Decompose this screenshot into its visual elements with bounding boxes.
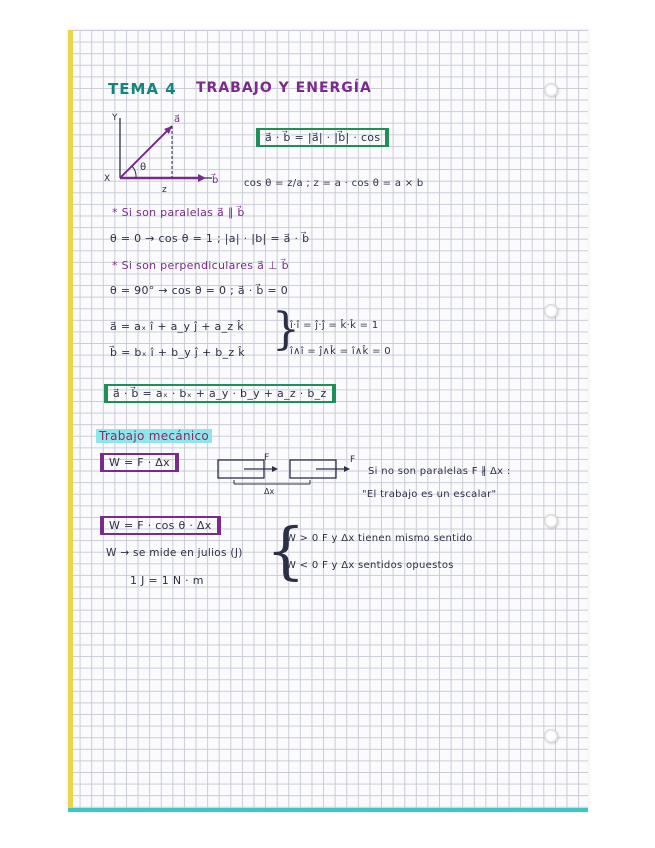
case-positive: W > 0 F y Δx tienen mismo sentido <box>286 533 473 544</box>
section-title: Trabajo mecánico <box>96 429 212 443</box>
work-formula-basic: W = F · Δx <box>100 453 179 472</box>
vector-a-label: a⃗ <box>174 114 181 125</box>
vector-b-label: b⃗ <box>212 175 219 186</box>
y-axis-label: Y <box>112 113 118 123</box>
case-negative: W < 0 F y Δx sentidos opuestos <box>286 560 454 571</box>
vector-a-components: a⃗ = aₓ î + a_y ĵ + a_z k̂ <box>110 320 244 333</box>
displacement-label: Δx <box>264 487 275 496</box>
x-axis-label: X <box>104 174 111 184</box>
cos-relation: cos θ = z/a ; z = a · cos θ = a × b <box>244 178 424 189</box>
tema-label: TEMA 4 <box>108 80 177 98</box>
page-bottom-edge <box>68 808 588 812</box>
force-label-start: F <box>264 453 270 463</box>
vector-b-components: b⃗ = bₓ î + b_y ĵ + b_z k̂ <box>110 346 245 359</box>
binder-hole <box>544 514 558 528</box>
work-formula-cos: W = F · cos θ · Δx <box>100 516 221 535</box>
joule-definition: 1 J = 1 N · m <box>130 574 204 587</box>
binder-hole <box>544 729 558 743</box>
dot-product-definition: a⃗ · b⃗ = |a⃗| · |b⃗| · cos <box>256 128 389 147</box>
perpendicular-result: θ = 90° → cos θ = 0 ; a⃗ · b⃗ = 0 <box>110 284 289 297</box>
unit-cross-relations: î∧î = ĵ∧k̂ = î∧k̂ = 0 <box>290 346 391 357</box>
page-title: TRABAJO Y ENERGÍA <box>196 80 372 96</box>
vector-b-arrowhead <box>198 174 206 182</box>
force-label-end: F <box>350 455 356 465</box>
vector-diagram <box>102 108 242 198</box>
units-line: W → se mide en julios (J) <box>106 547 243 559</box>
force-displacement-diagram <box>214 450 364 496</box>
note-scalar: "El trabajo es un escalar" <box>362 489 497 500</box>
binder-hole <box>544 83 558 97</box>
parallel-result: θ = 0 → cos θ = 1 ; |a| · |b| = a⃗ · b⃗ <box>110 232 310 245</box>
parallel-header: * Si son paralelas a⃗ ∥ b⃗ <box>112 206 245 219</box>
perpendicular-header: * Si son perpendiculares a⃗ ⊥ b⃗ <box>112 259 289 272</box>
binder-hole <box>544 304 558 318</box>
page-edge-highlight <box>68 30 73 812</box>
theta-label: θ <box>140 162 147 173</box>
brace: } <box>272 304 300 355</box>
cases-brace: { <box>266 514 306 587</box>
component-dot-formula: a⃗ · b⃗ = aₓ · bₓ + a_y · b_y + a_z · b_z <box>104 384 336 403</box>
angle-arc <box>132 166 136 178</box>
projection-label: z <box>162 185 167 195</box>
note-parallel: Si no son paralelas F ∦ Δx : <box>368 466 511 477</box>
unit-dot-relations: î·î = ĵ·ĵ = k̂·k̂ = 1 <box>290 320 379 331</box>
